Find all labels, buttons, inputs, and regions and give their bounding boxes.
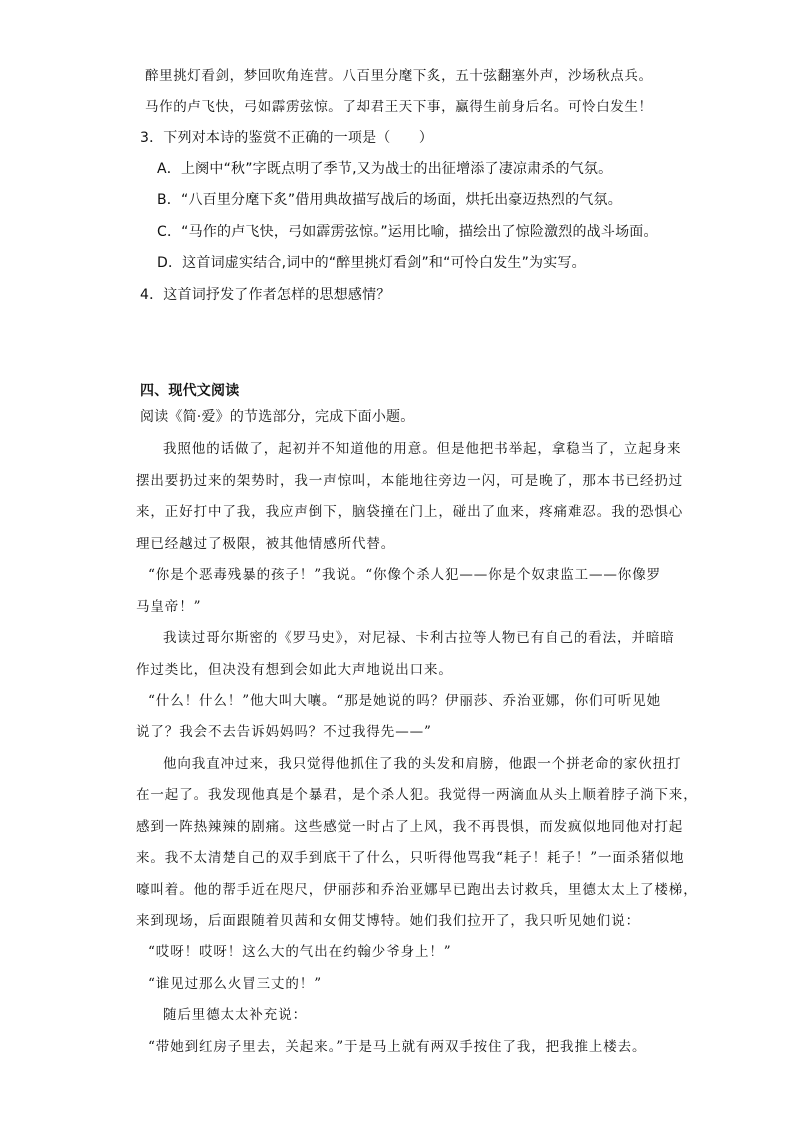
- passage-line: 他向我直冲过来，我只觉得他抓住了我的头发和肩膀，他跟一个拼老命的家伙扭打: [163, 756, 682, 772]
- passage-line: “谁见过那么火冒三丈的！”: [148, 976, 323, 992]
- question-4-stem: 4．这首词抒发了作者怎样的思想感情？: [140, 287, 391, 303]
- passage-line: “带她到红房子里去，关起来。”于是马上就有两双手按住了我，把我推上楼去。: [148, 1039, 647, 1055]
- poem-line-2: 马作的卢飞快，弓如霹雳弦惊。了却君王天下事，赢得生前身后名。可怜白发生！: [145, 99, 653, 115]
- passage-line: 随后里德太太补充说：: [163, 1007, 307, 1023]
- passage-line: 理已经越过了极限，被其他情感所代替。: [136, 536, 396, 552]
- passage-line: 来，正好打中了我，我应声倒下，脑袋撞在门上，碰出了血来，疼痛难忍。我的恐惧心: [136, 504, 684, 520]
- passage-line: 在一起了。我发现他真是个暴君，是个杀人犯。我觉得一两滴血从头上顺着脖子淌下来，: [136, 787, 698, 803]
- section-title: 四、现代文阅读: [140, 383, 240, 399]
- passage-line: “你是个恶毒残暴的孩子！”我说。“你像个杀人犯——你是个奴隶监工——你像罗: [148, 567, 662, 583]
- passage-line: 来到现场，后面跟随着贝茜和女佣艾博特。她们我们拉开了，我只听见她们说：: [136, 913, 640, 929]
- question-3-stem: 3．下列对本诗的鉴赏不正确的一项是（ ）: [140, 130, 434, 146]
- passage-line: 摆出要扔过来的架势时，我一声惊叫，本能地往旁边一闪，可是晚了，那本书已经扔过: [136, 473, 684, 489]
- section-instruction: 阅读《简·爱》的节选部分，完成下面小题。: [140, 409, 415, 425]
- passage-line: 我读过哥尔斯密的《罗马史》，对尼禄、卡利古拉等人物已有自己的看法，并暗暗: [163, 630, 675, 646]
- passage-line: 作过类比，但决没有想到会如此大声地说出口来。: [136, 662, 453, 678]
- question-3-option-d: D．这首词虚实结合,词中的“醉里挑灯看剑”和“可怜白发生”为实写。: [157, 255, 586, 271]
- passage-line: 说了？我会不去告诉妈妈吗？不过我得先——”: [136, 724, 432, 740]
- passage-line: 感到一阵热辣辣的剧痛。这些感觉一时占了上风，我不再畏惧，而发疯似地同他对打起: [136, 819, 684, 835]
- poem-line-1: 醉里挑灯看剑，梦回吹角连营。八百里分麾下炙，五十弦翻塞外声，沙场秋点兵。: [145, 68, 653, 84]
- passage-line: “什么！什么！”他大叫大嚷。“那是她说的吗？伊丽莎、乔治亚娜，你们可听见她: [148, 693, 662, 709]
- question-3-option-a: A．上阕中“秋”字既点明了季节,又为战士的出征增添了凄凉肃杀的气氛。: [157, 161, 613, 177]
- question-3-option-b: B．“八百里分麾下炙”借用典故描写战后的场面，烘托出豪迈热烈的气氛。: [157, 192, 622, 208]
- passage-line: 来。我不太清楚自己的双手到底干了什么，只听得他骂我“耗子！耗子！”一面杀猪似地: [136, 850, 685, 866]
- passage-line: 马皇帝！”: [136, 599, 202, 615]
- passage-line: 嚎叫着。他的帮手近在咫尺，伊丽莎和乔治亚娜早已跑出去讨救兵，里德太太上了楼梯，: [136, 882, 698, 898]
- question-3-option-c: C．“马作的卢飞快，弓如霹雳弦惊。”运用比喻，描绘出了惊险激烈的战斗场面。: [157, 224, 658, 240]
- passage-line: 我照他的话做了，起初并不知道他的用意。但是他把书举起，拿稳当了，立起身来: [163, 441, 682, 457]
- passage-line: “哎呀！哎呀！这么大的气出在约翰少爷身上！”: [148, 944, 452, 960]
